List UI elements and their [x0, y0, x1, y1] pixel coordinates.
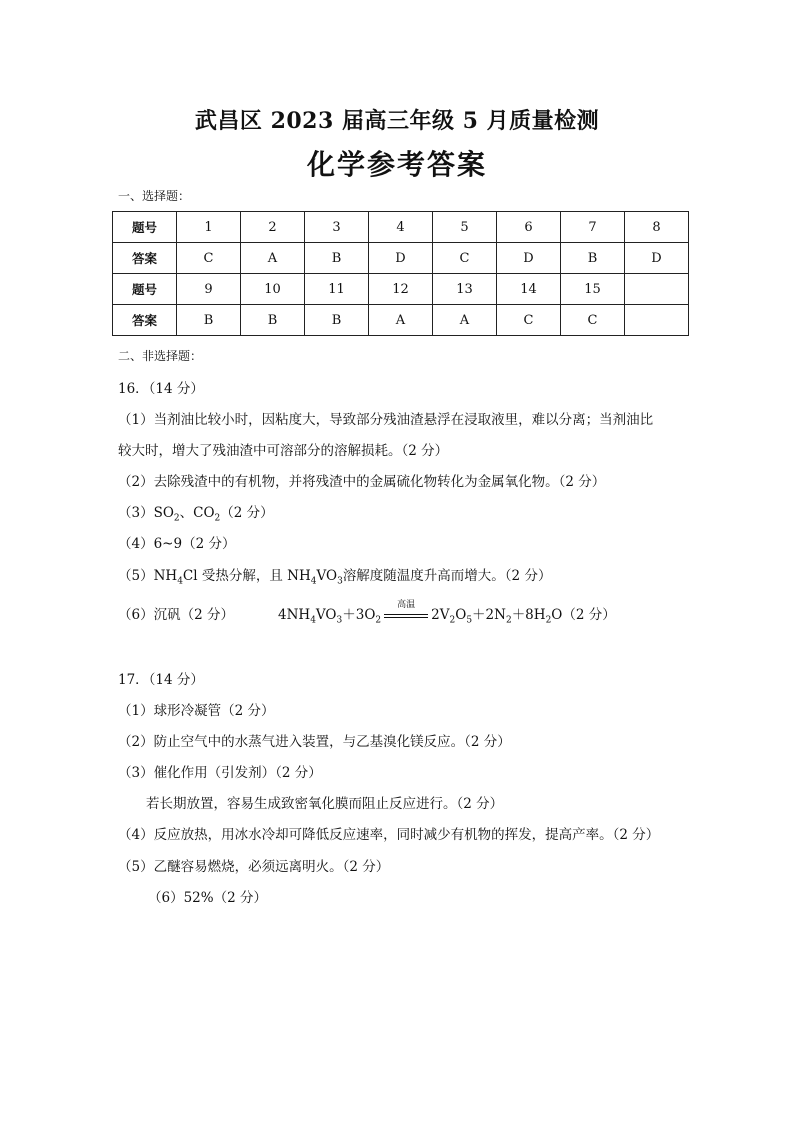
row-label-cell: 题号: [113, 212, 177, 243]
answer-cell: 1: [177, 212, 241, 243]
q16-part1-line1: （1）当剂油比较小时，因粘度大，导致部分残油渣悬浮在浸取液里，难以分离；当剂油比: [118, 412, 654, 428]
q17-part3: （3）催化作用（引发剂）（2 分）: [118, 765, 322, 781]
answer-cell: B: [305, 305, 369, 336]
answer-cell: C: [497, 305, 561, 336]
answer-cell: B: [561, 243, 625, 274]
exam-title: 武昌区 2023 届高三年级 5 月质量检测: [194, 108, 600, 134]
q16-part4: （4）6~9（2 分）: [118, 536, 236, 552]
answer-cell: 12: [369, 274, 433, 305]
answer-cell: B: [241, 305, 305, 336]
answer-cell: 3: [305, 212, 369, 243]
q17-part4: （4）反应放热，用冰水冷却可降低反应速率，同时减少有机物的挥发，提高产率。（2 分）: [118, 827, 660, 843]
answer-cell: 9: [177, 274, 241, 305]
answer-cell: B: [305, 243, 369, 274]
answer-key-title: 化学参考答案: [306, 148, 487, 181]
answer-cell: C: [177, 243, 241, 274]
answer-cell: C: [561, 305, 625, 336]
q16-part6: （6）沉矾（2 分）: [118, 607, 234, 623]
q16-part5: $(5)NH_4Cl$ 受热分解，且 $NH_4VO_3$溶解度随温度升高而增大。（2 分）: [118, 568, 552, 587]
answer-cell: 11: [305, 274, 369, 305]
row-label-cell: 题号: [113, 274, 177, 305]
answer-cell: 10: [241, 274, 305, 305]
row-label-cell: 答案: [113, 243, 177, 274]
q16-heading: 16．（14 分）: [118, 381, 204, 397]
answer-cell: 6: [497, 212, 561, 243]
q17-heading: 17．（14 分）: [118, 672, 204, 688]
answer-cell: D: [625, 243, 689, 274]
q16-part3: $(3)SO_2$、$CO_2(2$ 分）: [118, 505, 274, 524]
answer-cell: 5: [433, 212, 497, 243]
answer-table: [112, 211, 689, 336]
q16-part2: （2）去除残渣中的有机物，并将残渣中的金属硫化物转化为金属氧化物。（2 分）: [118, 474, 606, 490]
q16-part1-line2: 较大时，增大了残油渣中可溶部分的溶解损耗。（2 分）: [118, 443, 449, 459]
q17-part1: （1）球形冷凝管（2 分）: [118, 703, 275, 719]
section-multiple-choice: 一、选择题：: [118, 189, 191, 203]
answer-cell: A: [369, 305, 433, 336]
answer-cell: 15: [561, 274, 625, 305]
q17-part3-note: 若长期放置，容易生成致密氧化膜而阻止反应进行。（2 分）: [146, 796, 504, 812]
answer-cell: [625, 305, 689, 336]
answer-cell: 8: [625, 212, 689, 243]
answer-cell: C: [433, 243, 497, 274]
reaction-arrow-high-temp: 高温: [384, 607, 428, 623]
q16-equation: $4NH_4VO_3+3O_2$ 高温 $2V_2O_5+2N_2+8H_2O(2$ 分）: [278, 600, 616, 626]
q17-part5: （5）乙醚容易燃烧，必须远离明火。（2 分）: [118, 859, 390, 875]
section-free-response: 二、非选择题：: [118, 349, 203, 363]
answer-cell: 14: [497, 274, 561, 305]
table-row: [113, 243, 689, 274]
answer-cell: A: [433, 305, 497, 336]
answer-cell: D: [369, 243, 433, 274]
table-row: [113, 305, 689, 336]
table-row: [113, 274, 689, 305]
answer-cell: D: [497, 243, 561, 274]
answer-cell: 13: [433, 274, 497, 305]
answer-cell: A: [241, 243, 305, 274]
q17-part2: （2）防止空气中的水蒸气进入装置，与乙基溴化镁反应。（2 分）: [118, 734, 511, 750]
q17-part6: （6）52%（2 分）: [148, 890, 267, 906]
row-label-cell: 答案: [113, 305, 177, 336]
answer-cell: 2: [241, 212, 305, 243]
answer-cell: 7: [561, 212, 625, 243]
table-row: [113, 212, 689, 243]
answer-cell: 4: [369, 212, 433, 243]
answer-cell: B: [177, 305, 241, 336]
answer-cell: [625, 274, 689, 305]
